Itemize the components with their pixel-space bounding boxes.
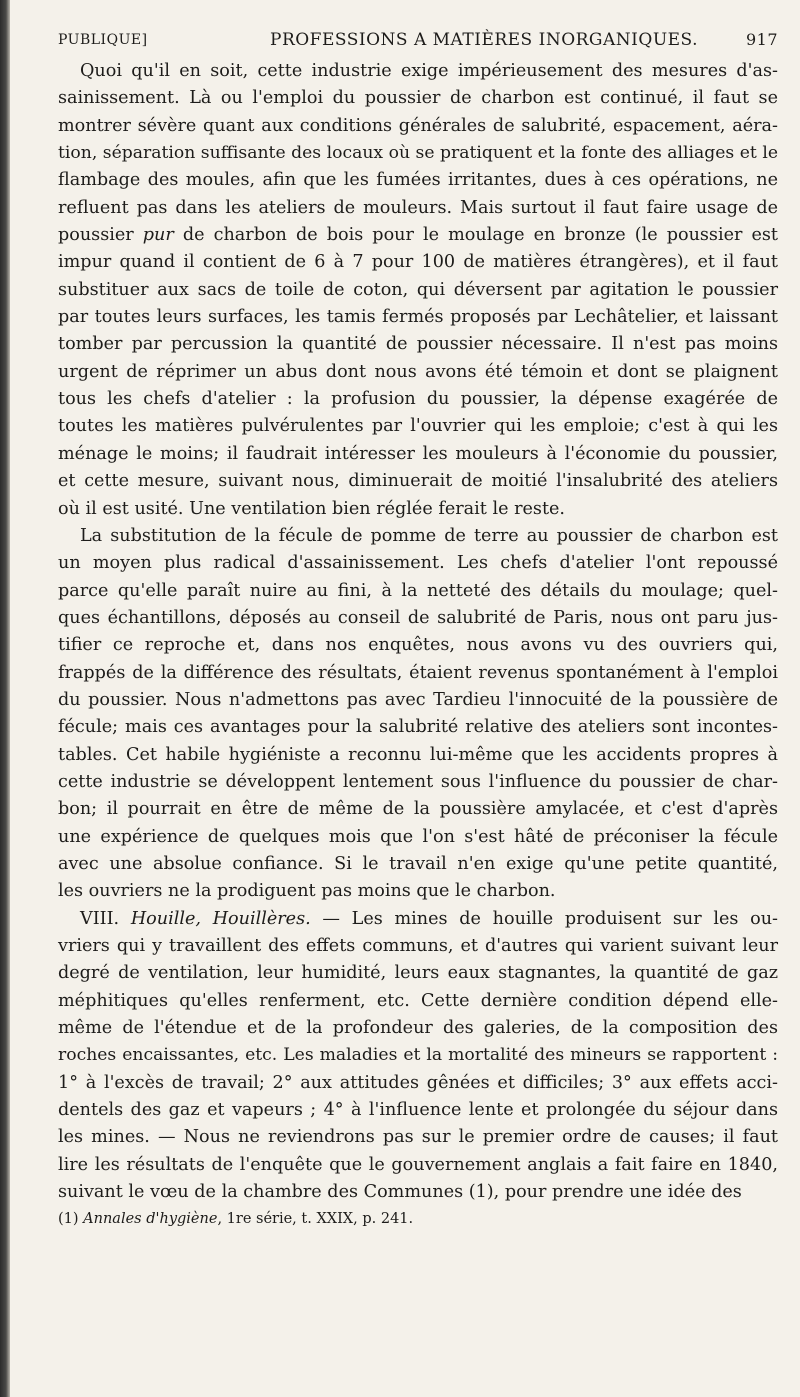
text-line: bon; il pourrait en être de même de la poussière amylacée, et c'est d'après <box>58 799 778 820</box>
footnote-rest: , 1re série, t. XXIX, p. 241. <box>217 1211 414 1228</box>
text-line: ménage le moins; il faudrait intéresser les mouleurs à l'économie du poussier, <box>58 443 778 464</box>
text-line: par toutes leurs surfaces, les tamis fermés proposés par Lechâtelier, et laissant <box>58 307 778 328</box>
text-line: dentels des gaz et vapeurs ; 4° à l'influence lente et prolongée du séjour dans <box>58 1100 778 1121</box>
text-line: et cette mesure, suivant nous, diminuerait de moitié l'insalubrité des ateliers <box>58 471 778 492</box>
text-line: même de l'étendue et de la profondeur des galeries, de la composition des <box>58 1018 778 1039</box>
text-line: tifier ce reproche et, dans nos enquêtes, nous avons vu des ouvriers qui, <box>58 635 778 656</box>
text-line: impur quand il contient de 6 à 7 pour 100 de matières étrangères), et il faut <box>58 252 778 273</box>
footnote-title: Annales d'hygiène <box>83 1211 218 1228</box>
running-head <box>58 28 778 58</box>
text-line: VIII. Houille, Houillères. — Les mines de houille produisent sur les ou- <box>80 908 778 929</box>
text-line: suivant le vœu de la chambre des Communes (1), pour prendre une idée des <box>58 1182 742 1203</box>
text-line: les mines. — Nous ne reviendrons pas sur le premier ordre de causes; il faut <box>58 1127 778 1148</box>
text-line: où il est usité. Une ventilation bien réglée ferait le reste. <box>58 498 566 519</box>
text-line: tomber par percussion la quantité de poussier nécessaire. Il n'est pas moins <box>58 334 778 355</box>
body-text <box>58 58 778 1206</box>
page-number: 917 <box>745 30 778 49</box>
text-line: Quoi qu'il en soit, cette industrie exige impérieusement des mesures d'as- <box>80 61 778 81</box>
text-line: avec une absolue confiance. Si le travail n'en exige qu'une petite quantité, <box>58 853 778 874</box>
running-head-left: PUBLIQUE] <box>58 32 148 48</box>
book-spine-edge <box>0 0 10 1397</box>
text-line: frappés de la différence des résultats, étaient revenus spontanément à l'emploi <box>58 662 778 683</box>
text-line: 1° à l'excès de travail; 2° aux attitudes gênées et difficiles; 3° aux effets acci- <box>58 1072 778 1093</box>
text-line: du poussier. Nous n'admettons pas avec Tardieu l'innocuité de la poussière de <box>58 689 778 710</box>
page <box>58 28 778 1230</box>
text-line: ques échantillons, déposés au conseil de salubrité de Paris, nous ont paru jus- <box>58 607 778 628</box>
text-line: urgent de réprimer un abus dont nous avons été témoin et dont se plaignent <box>58 361 778 382</box>
text-line: cette industrie se développent lentement sous l'influence du poussier de char- <box>58 771 778 792</box>
text-line: vriers qui y travaillent des effets communs, et d'autres qui varient suivant leur <box>58 936 778 956</box>
text-line: tables. Cet habile hygiéniste a reconnu lui-même que les accidents propres à <box>58 744 778 765</box>
text-line: fécule; mais ces avantages pour la salubrité relative des ateliers sont incontes- <box>58 717 778 738</box>
text-line: toutes les matières pulvérulentes par l'ouvrier qui les emploie; c'est à qui les <box>58 416 778 437</box>
paragraph <box>58 58 778 523</box>
text-line: substituer aux sacs de toile de coton, qui déversent par agitation le poussier <box>58 279 778 300</box>
text-line: les ouvriers ne la prodiguent pas moins que le charbon. <box>58 881 556 902</box>
text-line: un moyen plus radical d'assainissement. Les chefs d'atelier l'ont repoussé <box>58 553 778 574</box>
text-line: parce qu'elle paraît nuire au fini, à la netteté des détails du moulage; quel- <box>58 580 778 601</box>
text-line: poussier pur de charbon de bois pour le moulage en bronze (le poussier est <box>58 225 778 246</box>
running-head-title: PROFESSIONS A MATIÈRES INORGANIQUES. <box>270 30 699 50</box>
text-line: roches encaissantes, etc. Les maladies et la mortalité des mineurs se rapportent : <box>58 1045 778 1066</box>
text-line: La substitution de la fécule de pomme de terre au poussier de charbon est <box>80 525 778 546</box>
text-line: montrer sévère quant aux conditions générales de salubrité, espacement, aéra- <box>58 115 778 136</box>
text-line: lire les résultats de l'enquête que le gouvernement anglais a fait faire en 1840, <box>58 1154 778 1175</box>
footnote <box>58 1208 778 1230</box>
text-line: tous les chefs d'atelier : la profusion du poussier, la dépense exagérée de <box>58 389 778 410</box>
footnote-marker: (1) <box>58 1211 79 1228</box>
text-line: méphitiques qu'elles renferment, etc. Cette dernière condition dépend elle- <box>58 990 778 1011</box>
text-line: sainissement. Là ou l'emploi du poussier de charbon est continué, il faut se <box>58 88 778 109</box>
text-line: tion, séparation suffisante des locaux où se pratiquent et la fonte des alliages et le <box>58 143 778 164</box>
text-line: degré de ventilation, leur humidité, leurs eaux stagnantes, la quantité de gaz <box>58 963 778 984</box>
paragraph <box>58 906 778 1207</box>
paragraph <box>58 523 778 906</box>
text-line: une expérience de quelques mois que l'on s'est hâté de préconiser la fécule <box>58 826 778 847</box>
text-line: refluent pas dans les ateliers de mouleurs. Mais surtout il faut faire usage de <box>58 197 778 218</box>
text-line: flambage des moules, afin que les fumées irritantes, dues à ces opérations, ne <box>58 170 778 191</box>
